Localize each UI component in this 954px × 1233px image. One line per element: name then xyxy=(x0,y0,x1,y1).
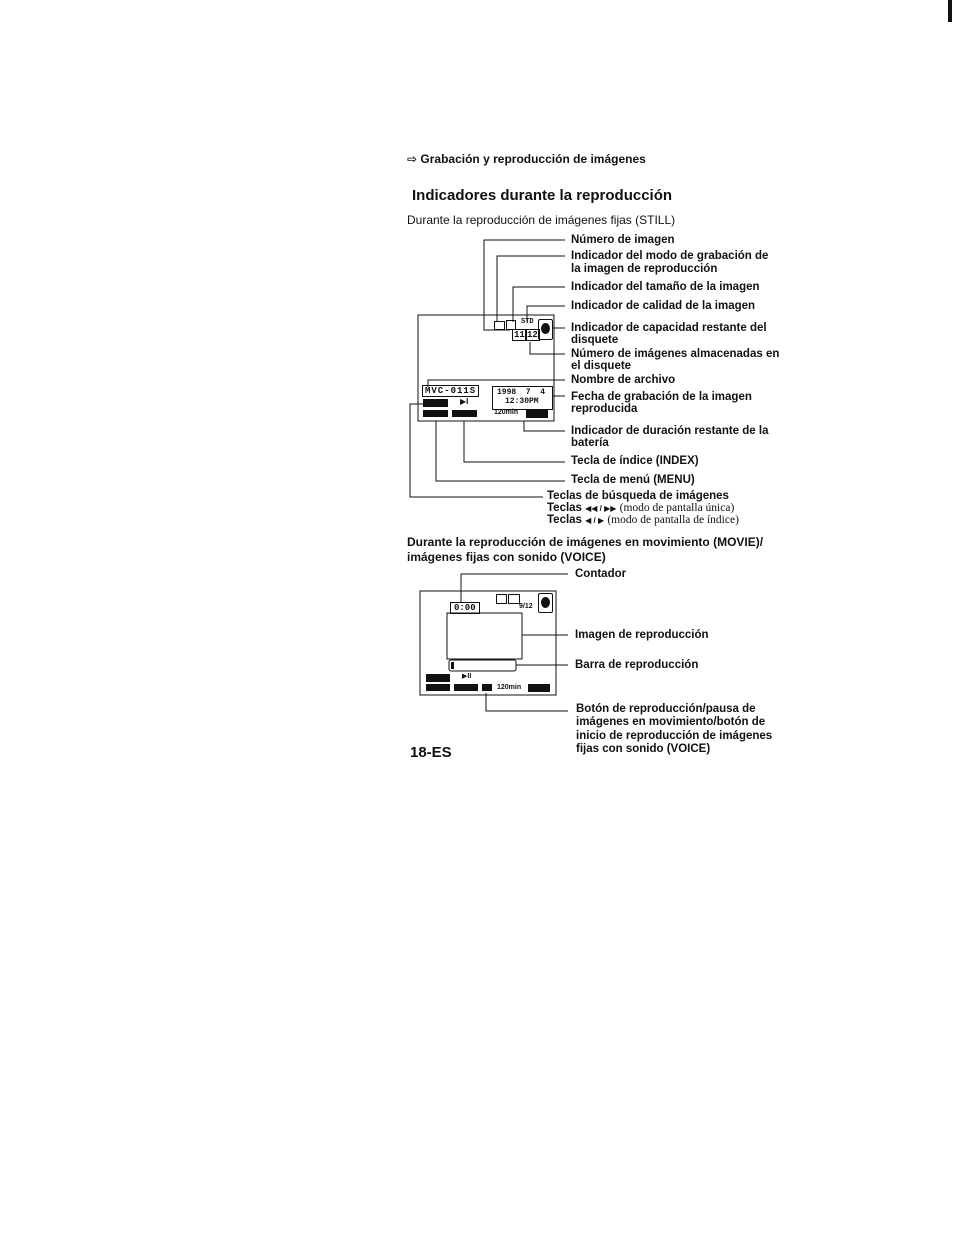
label-size: Indicador del tamaño de la imagen xyxy=(571,281,760,293)
movie-subtitle-1: Durante la reproducción de imágenes en movimiento (MOVIE)/ xyxy=(407,535,764,549)
single-mode-desc: (modo de pantalla única) xyxy=(619,502,735,514)
label-search-keys: Teclas de búsqueda de imágenes xyxy=(547,490,729,502)
single-mode-keys-icon: ◀◀ / ▶▶ xyxy=(585,504,617,513)
label-playback-image: Imagen de reproducción xyxy=(575,629,709,641)
movie-soft-key-block xyxy=(426,674,450,682)
breadcrumb-text: Grabación y reproducción de imágenes xyxy=(420,152,646,166)
index-mode-desc: (modo de pantalla de índice) xyxy=(607,514,739,526)
label-keys-index xyxy=(547,514,739,527)
label-disk-capacity-1: Indicador de capacidad restante del xyxy=(571,322,767,334)
battery-time: 120min xyxy=(494,409,519,416)
image-number-left: 11 xyxy=(514,330,525,340)
label-disk-capacity-2: disquete xyxy=(571,334,619,346)
movie-mode-icon xyxy=(496,594,507,604)
folder-icon xyxy=(494,321,505,330)
label-play-button-1: Botón de reproducción/pausa de xyxy=(576,703,756,715)
disk-capacity-icon xyxy=(538,319,553,340)
counter-box: 0:00 xyxy=(450,602,480,614)
label-rec-date-2: reproducida xyxy=(571,403,638,415)
date-box xyxy=(492,386,553,410)
label-stored-count-1: Número de imágenes almacenadas en xyxy=(571,348,780,360)
edge-mark xyxy=(948,0,952,22)
battery-icon xyxy=(526,410,548,418)
section-title: Indicadores durante la reproducción xyxy=(412,187,673,204)
label-rec-mode-2: la imagen de reproducción xyxy=(571,263,718,275)
playback-bar-fill xyxy=(451,662,454,669)
movie-subtitle-2: imágenes fijas con sonido (VOICE) xyxy=(407,550,606,564)
label-quality: Indicador de calidad de la imagen xyxy=(571,300,756,312)
arrow-right-icon: ⇨ xyxy=(407,152,418,166)
page-number: 18-ES xyxy=(410,744,452,761)
soft-key-block xyxy=(423,399,448,407)
keys-prefix: Teclas xyxy=(547,502,582,514)
image-number-right: 12 xyxy=(527,330,538,340)
index-key-block xyxy=(423,410,448,417)
label-index-key: Tecla de índice (INDEX) xyxy=(571,455,699,467)
label-battery-2: batería xyxy=(571,437,609,449)
playback-image-area xyxy=(447,613,522,659)
rec-time: 12:30PM xyxy=(505,397,539,406)
label-battery-1: Indicador de duración restante de la xyxy=(571,425,769,437)
movie-battery-icon xyxy=(528,684,550,692)
label-play-button-3: inicio de reproducción de imágenes xyxy=(576,730,773,742)
quality-badge: STD xyxy=(521,318,534,326)
label-menu-key: Tecla de menú (MENU) xyxy=(571,474,695,486)
play-pause-symbol: ▶II xyxy=(462,673,472,680)
label-playback-bar: Barra de reproducción xyxy=(575,659,699,671)
movie-key-block-2 xyxy=(454,684,478,691)
movie-image-count: 9/12 xyxy=(519,603,533,610)
label-rec-date-1: Fecha de grabación de la imagen xyxy=(571,391,752,403)
movie-battery-time: 120min xyxy=(497,684,522,691)
label-play-button-4: fijas con sonido (VOICE) xyxy=(576,743,711,755)
label-play-button-2: imágenes en movimiento/botón de xyxy=(576,716,766,728)
index-mode-keys-icon: ◀ / ▶ xyxy=(585,516,605,525)
label-file-name: Nombre de archivo xyxy=(571,374,676,386)
label-stored-count-2: el disquete xyxy=(571,360,632,372)
label-image-number: Número de imagen xyxy=(571,234,675,246)
movie-disk-icon xyxy=(538,593,553,613)
label-rec-mode-1: Indicador del modo de grabación de xyxy=(571,250,769,262)
search-key-symbol: ▶I xyxy=(460,397,469,406)
still-subtitle: Durante la reproducción de imágenes fijas (STILL) xyxy=(407,213,676,227)
label-counter: Contador xyxy=(575,568,627,580)
rec-date: 1998 7 4 xyxy=(497,388,546,397)
movie-key-block-1 xyxy=(426,684,450,691)
keys-prefix: Teclas xyxy=(547,514,582,526)
movie-key-block-3 xyxy=(482,684,492,691)
file-name-box: MVC-011S xyxy=(422,385,479,397)
menu-key-block xyxy=(452,410,477,417)
playback-bar xyxy=(449,660,516,671)
